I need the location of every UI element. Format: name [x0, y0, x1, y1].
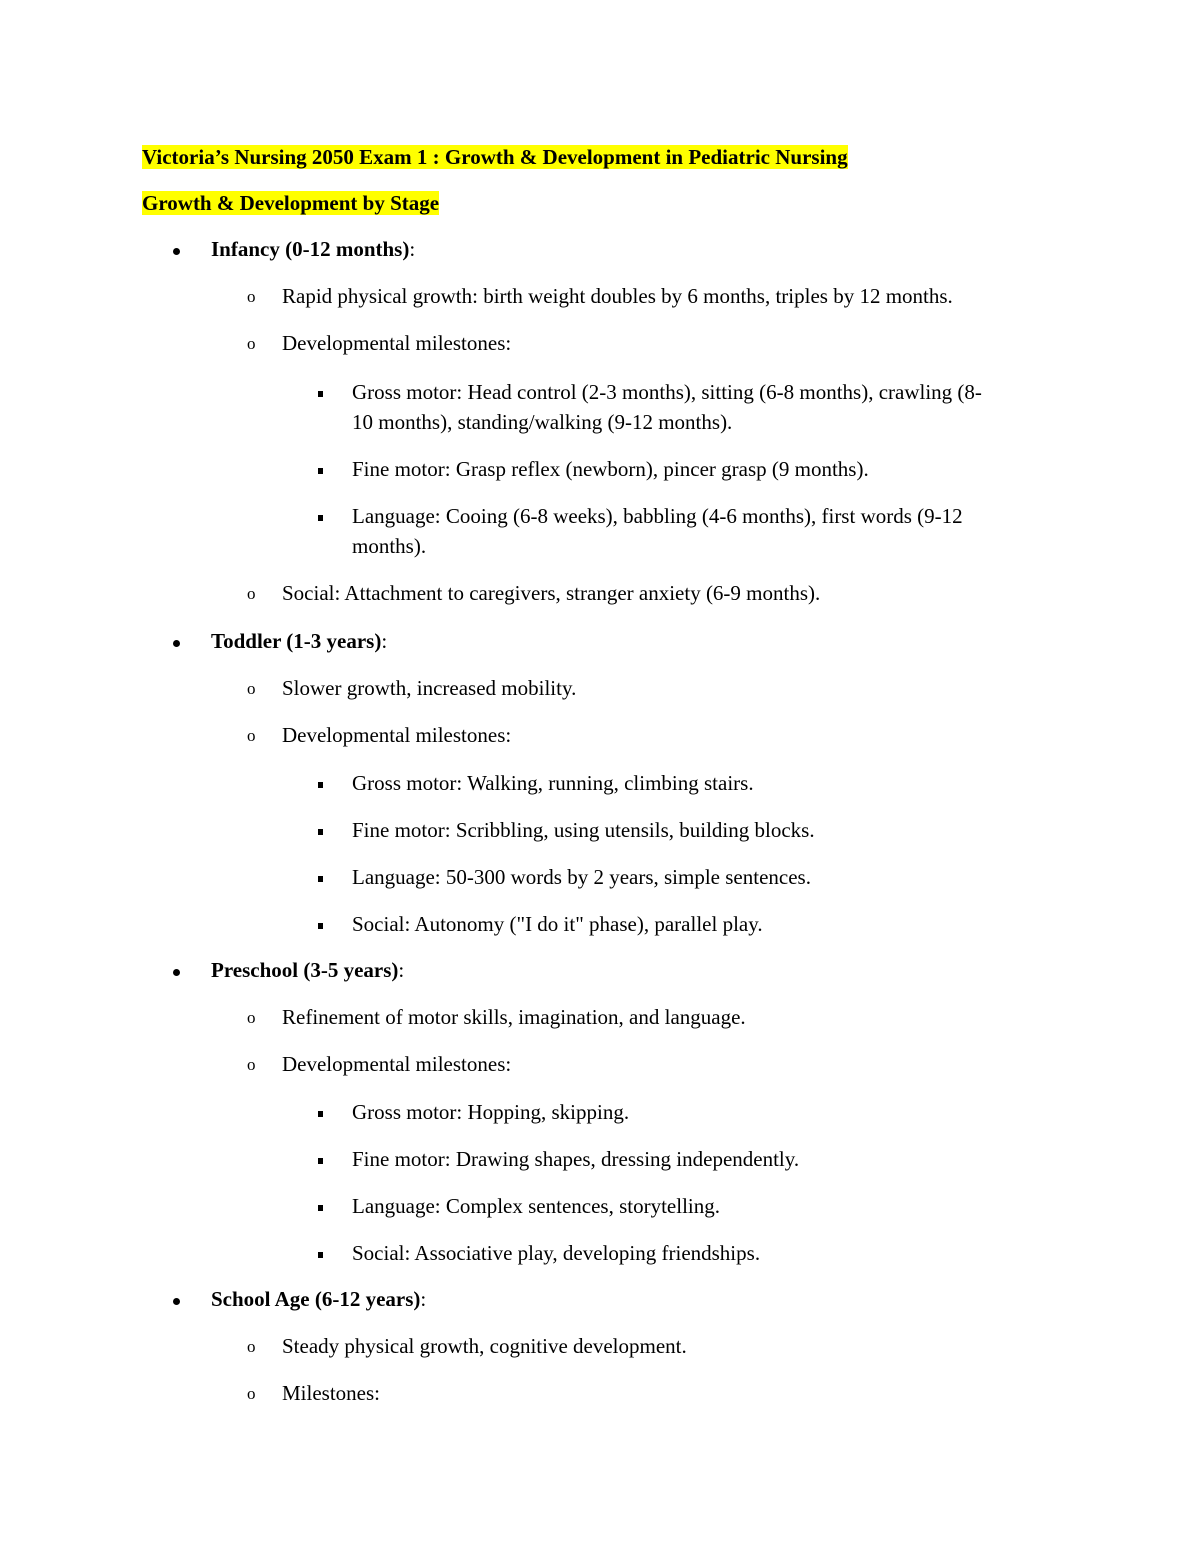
square-bullet-icon — [318, 454, 348, 484]
list-item: Refinement of motor skills, imagination, and language. — [282, 1005, 746, 1029]
milestone-item: Social: Associative play, developing friendships. — [352, 1241, 761, 1265]
stage-preschool: Preschool (3-5 years): — [211, 958, 405, 982]
stage-infancy: Infancy (0-12 months): — [211, 237, 416, 261]
square-bullet-icon — [318, 1097, 348, 1127]
list-item: Milestones: — [282, 1381, 380, 1405]
list-item: Developmental milestones: — [282, 331, 512, 355]
circle-bullet-icon: o — [247, 1384, 256, 1403]
square-bullet-icon — [318, 862, 348, 892]
milestone-item: Gross motor: Head control (2-3 months), sitting (6-8 months), crawling (8- — [352, 380, 982, 404]
bullet-icon — [173, 1284, 203, 1314]
milestone-item: Gross motor: Hopping, skipping. — [352, 1100, 630, 1124]
circle-bullet-icon: o — [247, 726, 256, 745]
bullet-icon — [173, 626, 203, 656]
stage-toddler: Toddler (1-3 years): — [211, 629, 388, 653]
stage-school-age: School Age (6-12 years): — [211, 1287, 427, 1311]
square-bullet-icon — [318, 1191, 348, 1221]
square-bullet-icon — [318, 377, 348, 407]
square-bullet-icon — [318, 1238, 348, 1268]
square-bullet-icon — [318, 1144, 348, 1174]
milestone-item: Language: 50-300 words by 2 years, simple sentences. — [352, 865, 811, 889]
square-bullet-icon — [318, 501, 348, 531]
square-bullet-icon — [318, 768, 348, 798]
milestone-item: Fine motor: Grasp reflex (newborn), pincer grasp (9 months). — [352, 457, 869, 481]
circle-bullet-icon: o — [247, 679, 256, 698]
bullet-icon — [173, 955, 203, 985]
bullet-icon — [173, 234, 203, 264]
milestone-item-continued: months). — [352, 534, 427, 558]
list-item: Steady physical growth, cognitive development. — [282, 1334, 687, 1358]
milestone-item-continued: 10 months), standing/walking (9-12 months). — [352, 410, 733, 434]
milestone-item: Social: Autonomy ("I do it" phase), parallel play. — [352, 912, 763, 936]
section-heading: Growth & Development by Stage — [142, 191, 440, 215]
milestone-item: Gross motor: Walking, running, climbing stairs. — [352, 771, 754, 795]
circle-bullet-icon: o — [247, 334, 256, 353]
document-title: Victoria’s Nursing 2050 Exam 1 : Growth & Development in Pediatric Nursing — [142, 145, 848, 169]
list-item: Slower growth, increased mobility. — [282, 676, 577, 700]
circle-bullet-icon: o — [247, 1337, 256, 1356]
milestone-item: Language: Complex sentences, storytelling. — [352, 1194, 720, 1218]
milestone-item: Fine motor: Scribbling, using utensils, building blocks. — [352, 818, 815, 842]
milestone-item: Language: Cooing (6-8 weeks), babbling (4-6 months), first words (9-12 — [352, 504, 963, 528]
list-item: Developmental milestones: — [282, 1052, 512, 1076]
circle-bullet-icon: o — [247, 584, 256, 603]
circle-bullet-icon: o — [247, 1008, 256, 1027]
list-item: Rapid physical growth: birth weight doubles by 6 months, triples by 12 months. — [282, 284, 953, 308]
square-bullet-icon — [318, 815, 348, 845]
milestone-item: Fine motor: Drawing shapes, dressing independently. — [352, 1147, 800, 1171]
square-bullet-icon — [318, 909, 348, 939]
circle-bullet-icon: o — [247, 287, 256, 306]
circle-bullet-icon: o — [247, 1055, 256, 1074]
list-item: Developmental milestones: — [282, 723, 512, 747]
list-item: Social: Attachment to caregivers, stranger anxiety (6-9 months). — [282, 581, 821, 605]
